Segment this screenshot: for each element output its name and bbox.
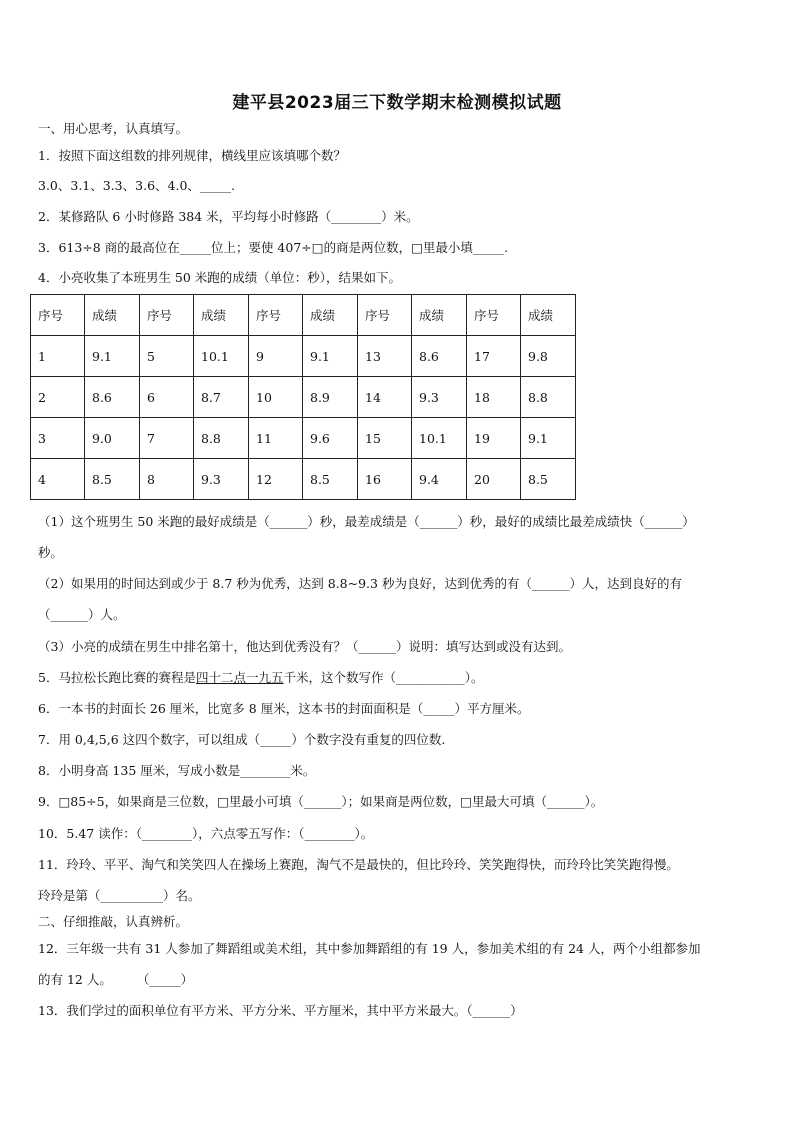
table-cell: 2 (31, 377, 85, 418)
question-9: 9．□85÷5，如果商是三位数，□里最小可填（______）；如果商是两位数，□里最大可填（______）。 (38, 794, 604, 809)
table-cell: 9.3 (412, 377, 467, 418)
table-cell: 19 (467, 418, 521, 459)
table-cell: 8.9 (303, 377, 358, 418)
question-13: 13．我们学过的面积单位有平方米、平方分米、平方厘米，其中平方米最大。（______） (38, 1003, 523, 1018)
table-cell: 8.8 (521, 377, 576, 418)
table-cell: 8.6 (85, 377, 140, 418)
table-row (31, 336, 576, 377)
table-cell: 9.1 (303, 336, 358, 377)
table-cell: 10.1 (412, 418, 467, 459)
question-7: 7．用 0,4,5,6 这四个数字，可以组成（_____）个数字没有重复的四位数. (38, 732, 446, 747)
table-header-cell: 序号 (358, 295, 412, 336)
table-header-cell: 成绩 (85, 295, 140, 336)
question-1: 1．按照下面这组数的排列规律，横线里应该填哪个数？ (38, 148, 346, 163)
table-row (31, 459, 576, 500)
question-4-part-2: （2）如果用的时间达到或少于 8.7 秒为优秀，达到 8.8~9.3 秒为良好，达到优秀的有（______）人，达到良好的有 (38, 576, 682, 591)
question-5 (38, 669, 484, 687)
table-cell: 8.5 (521, 459, 576, 500)
table-cell: 8.6 (412, 336, 467, 377)
table-header-cell: 成绩 (303, 295, 358, 336)
table-cell: 8.7 (194, 377, 249, 418)
table-cell: 8.8 (194, 418, 249, 459)
table-cell: 9.1 (85, 336, 140, 377)
table-cell: 8 (140, 459, 194, 500)
table-cell: 8.5 (303, 459, 358, 500)
question-4: 4．小亮收集了本班男生 50 米跑的成绩（单位：秒），结果如下。 (38, 270, 402, 285)
table-cell: 9 (249, 336, 303, 377)
question-1-sequence: 3.0、3.1、3.3、3.6、4.0、_____. (38, 178, 236, 193)
table-cell: 16 (358, 459, 412, 500)
question-11: 11．玲玲、平平、淘气和笑笑四人在操场上赛跑，淘气不是最快的，但比玲玲、笑笑跑得快，而玲玲比笑笑跑得慢。 (38, 857, 679, 872)
table-cell: 15 (358, 418, 412, 459)
table-row (31, 418, 576, 459)
section-heading-2: 二、仔细推敲，认真辨析。 (38, 914, 189, 929)
score-table (30, 294, 576, 500)
table-cell: 14 (358, 377, 412, 418)
question-8: 8．小明身高 135 厘米，写成小数是________米。 (38, 763, 316, 778)
table-header-cell: 序号 (140, 295, 194, 336)
table-cell: 3 (31, 418, 85, 459)
question-12: 12．三年级一共有 31 人参加了舞蹈组或美术组，其中参加舞蹈组的有 19 人，参加美术组的有 24 人，两个小组都参加 (38, 941, 701, 956)
question-11-cont: 玲玲是第（__________）名。 (38, 888, 201, 903)
table-cell: 9.4 (412, 459, 467, 500)
table-cell: 9.8 (521, 336, 576, 377)
table-cell: 20 (467, 459, 521, 500)
question-2: 2．某修路队 6 小时修路 384 米，平均每小时修路（________）米。 (38, 209, 419, 224)
table-header-cell: 序号 (467, 295, 521, 336)
question-4-part-1-cont: 秒。 (38, 545, 64, 560)
page-title: 建平县2023届三下数学期末检测模拟试题 (232, 93, 562, 113)
table-cell: 9.6 (303, 418, 358, 459)
table-cell: 8.5 (85, 459, 140, 500)
table-header-cell: 成绩 (521, 295, 576, 336)
table-cell: 6 (140, 377, 194, 418)
question-6: 6．一本书的封面长 26 厘米，比宽多 8 厘米，这本书的封面面积是（_____）平方厘米。 (38, 701, 530, 716)
table-cell: 17 (467, 336, 521, 377)
table-cell: 12 (249, 459, 303, 500)
question-3: 3．613÷8 商的最高位在_____位上；要使 407÷□的商是两位数，□里最小填_____. (38, 240, 509, 255)
question-5-prefix: 5．马拉松长跑比赛的赛程是 (38, 670, 196, 685)
question-10: 10．5.47 读作：（________），六点零五写作：（________）。 (38, 826, 374, 841)
question-4-part-2-cont: （______）人。 (38, 607, 126, 622)
table-cell: 1 (31, 336, 85, 377)
table-cell: 7 (140, 418, 194, 459)
table-cell: 10.1 (194, 336, 249, 377)
question-4-part-1: （1）这个班男生 50 米跑的最好成绩是（______）秒，最差成绩是（______）秒，最好的成绩比最差成绩快（______） (38, 514, 695, 529)
table-header-cell: 序号 (31, 295, 85, 336)
table-cell: 9.0 (85, 418, 140, 459)
table-header-row (31, 295, 576, 336)
question-12-cont: 的有 12 人。 （_____） (38, 972, 194, 987)
table-header-cell: 成绩 (412, 295, 467, 336)
table-cell: 13 (358, 336, 412, 377)
question-5-suffix: 千米，这个数写作（___________）。 (283, 670, 484, 685)
table-cell: 4 (31, 459, 85, 500)
section-heading-1: 一、用心思考，认真填写。 (38, 121, 189, 136)
table-cell: 18 (467, 377, 521, 418)
question-4-part-3: （3）小亮的成绩在男生中排名第十，他达到优秀没有？（______）说明：填写达到或没有达到。 (38, 639, 571, 654)
table-cell: 9.3 (194, 459, 249, 500)
table-header-cell: 序号 (249, 295, 303, 336)
question-5-underlined-number: 四十二点一九五 (195, 670, 284, 685)
table-cell: 5 (140, 336, 194, 377)
table-cell: 10 (249, 377, 303, 418)
table-header-cell: 成绩 (194, 295, 249, 336)
table-row (31, 377, 576, 418)
table-cell: 11 (249, 418, 303, 459)
table-cell: 9.1 (521, 418, 576, 459)
